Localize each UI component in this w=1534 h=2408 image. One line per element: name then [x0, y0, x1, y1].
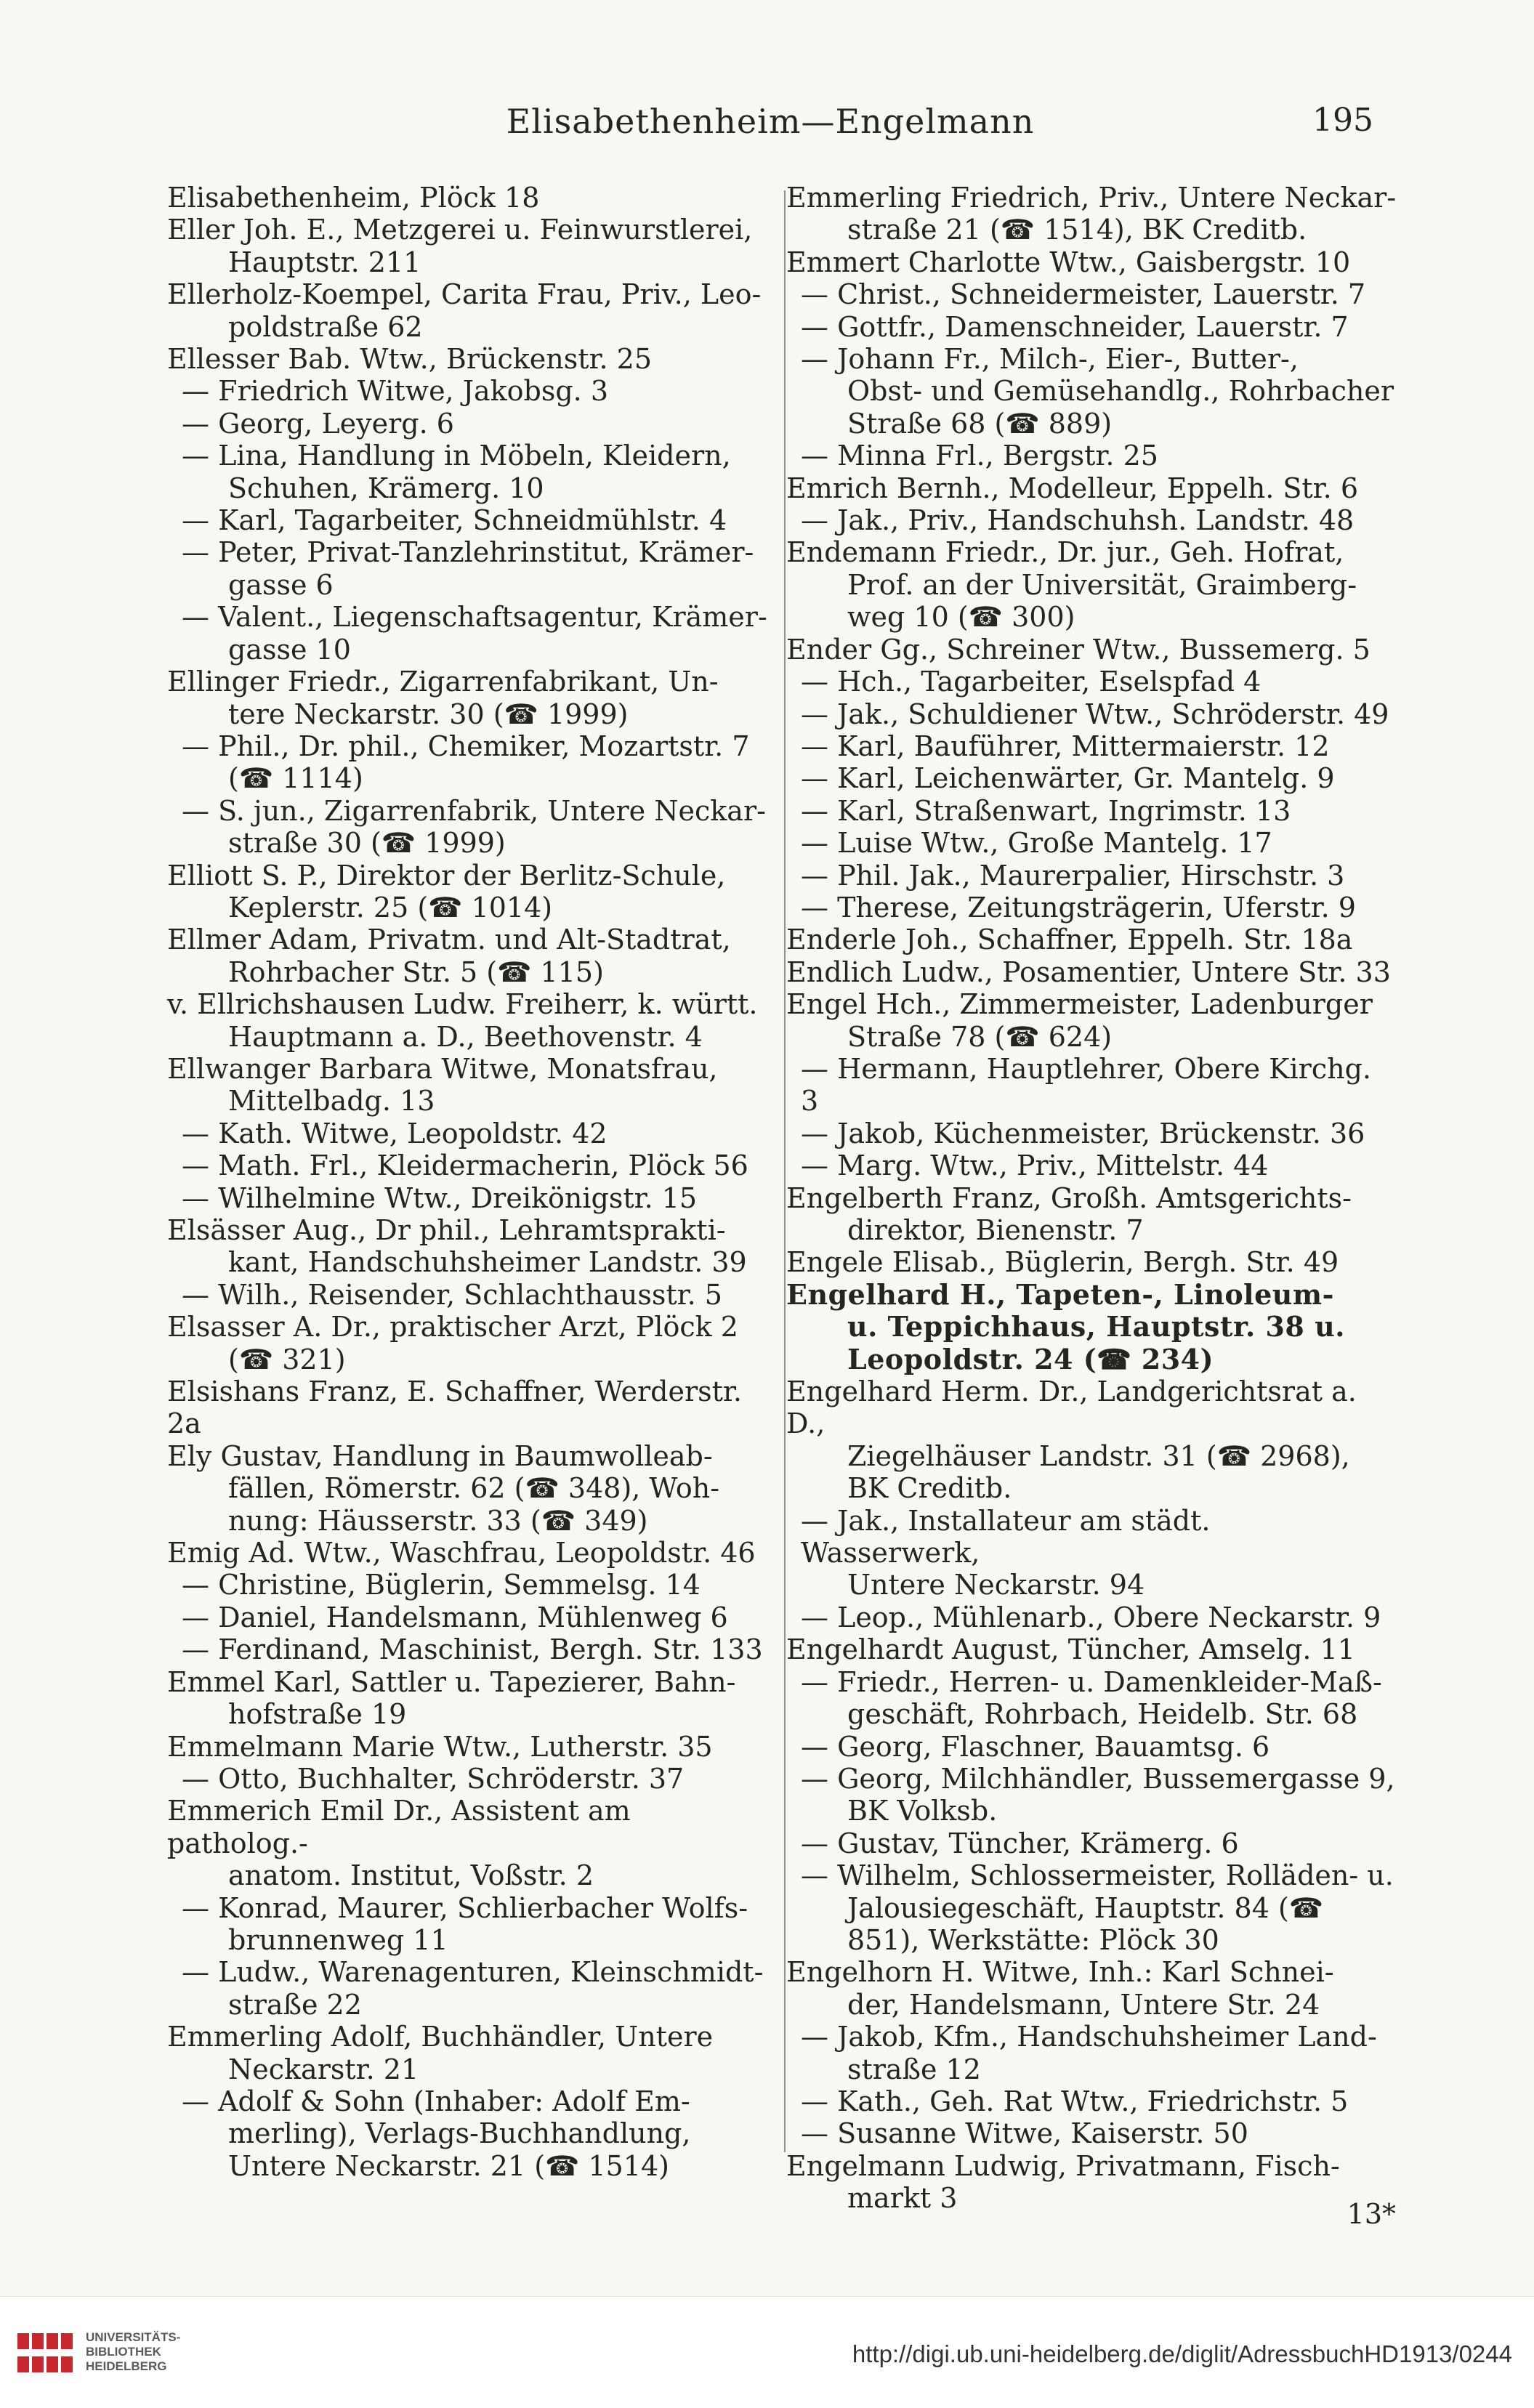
directory-entry [786, 1505, 1397, 1601]
directory-entry [786, 1633, 1397, 1665]
directory-entry [786, 536, 1397, 633]
entry-line: Ender Gg., Schreiner Wtw., Bussemerg. 5 [786, 633, 1370, 666]
directory-entry [786, 2150, 1397, 2215]
entry-line: Engelberth Franz, Großh. Amtsgerichts- [786, 1181, 1352, 1214]
entry-continuation-line: Straße 78 (☎ 624) [847, 1020, 1113, 1053]
directory-entry [786, 182, 1397, 246]
entry-line: Ely Gustav, Handlung in Baumwolleab- [167, 1439, 713, 1472]
entry-line: — Georg, Leyerg. 6 [182, 407, 454, 440]
directory-entry [167, 343, 778, 375]
entry-continuation-line: Neckarstr. 21 [228, 2053, 419, 2085]
entry-line: Emmerling Friedrich, Priv., Untere Neckar- [786, 182, 1397, 214]
footer-bar [0, 2296, 1534, 2408]
entry-line: — Christ., Schneidermeister, Lauerstr. 7 [801, 278, 1366, 311]
entry-line: — Wilh., Reisender, Schlachthausstr. 5 [182, 1278, 722, 1311]
entry-continuation-line: weg 10 (☎ 300) [847, 601, 1075, 634]
directory-entry [786, 762, 1397, 794]
entry-line: — Karl, Bauführer, Mittermaierstr. 12 [801, 730, 1330, 762]
directory-entry [167, 214, 778, 278]
directory-entry [167, 2085, 778, 2182]
directory-entry [167, 1763, 778, 1795]
entry-line: — Georg, Flaschner, Bauamtsg. 6 [801, 1730, 1270, 1763]
directory-entry [167, 1150, 778, 1181]
directory-entry [167, 1601, 778, 1633]
directory-entry [786, 1601, 1397, 1633]
directory-entry [786, 2085, 1397, 2117]
entry-line: Enderle Joh., Schaffner, Eppelh. Str. 18a [786, 924, 1353, 956]
directory-entry [167, 504, 778, 536]
directory-entry [167, 1666, 778, 1731]
directory-entry [786, 827, 1397, 859]
directory-entry [167, 601, 778, 666]
entry-line: Engelmann Ludwig, Privatmann, Fisch- [786, 2149, 1340, 2182]
entry-continuation-line: tere Neckarstr. 30 (☎ 1999) [228, 698, 629, 730]
right-column [786, 182, 1397, 2215]
entry-line: Ellmer Adam, Privatm. und Alt-Stadtrat, [167, 924, 731, 956]
entry-continuation-line: gasse 10 [228, 633, 351, 666]
directory-entry [786, 246, 1397, 278]
entry-continuation-line: merling), Verlags-Buchhandlung, [228, 2117, 691, 2150]
directory-entry [167, 1956, 778, 2021]
directory-entry [786, 1150, 1397, 1181]
directory-entry [786, 1956, 1397, 2021]
directory-entry [167, 440, 778, 504]
entry-continuation-line: straße 30 (☎ 1999) [228, 827, 506, 860]
entry-line: — Kath., Geh. Rat Wtw., Friedrichstr. 5 [801, 2085, 1349, 2117]
directory-entry [786, 278, 1397, 310]
directory-entry [786, 988, 1397, 1053]
directory-entry [786, 1666, 1397, 1731]
directory-entry [167, 666, 778, 730]
directory-entry [786, 2117, 1397, 2149]
running-head: Elisabethenheim—Engelmann [506, 102, 1035, 141]
directory-entry [786, 440, 1397, 472]
entry-line: Elliott S. P., Direktor der Berlitz-Schule, [167, 859, 726, 892]
library-name-line: HEIDELBERG [86, 2359, 167, 2373]
directory-entry [786, 2021, 1397, 2085]
directory-entry [167, 1633, 778, 1665]
entry-continuation-line: geschäft, Rohrbach, Heidelb. Str. 68 [847, 1698, 1358, 1731]
directory-entry [786, 924, 1397, 955]
entry-continuation-line: Untere Neckarstr. 21 (☎ 1514) [228, 2149, 669, 2182]
directory-entry [167, 1892, 778, 1957]
entry-line: v. Ellrichshausen Ludw. Freiherr, k. württ. [167, 988, 758, 1021]
library-name-line: UNIVERSITÄTS- [86, 2330, 181, 2344]
directory-entry [786, 1731, 1397, 1763]
directory-entry [167, 1537, 778, 1569]
directory-entry [786, 311, 1397, 343]
entry-line: Endemann Friedr., Dr. jur., Geh. Hofrat, [786, 536, 1344, 569]
entry-continuation-line: straße 12 [847, 2053, 981, 2085]
entry-continuation-line: kant, Handschuhsheimer Landstr. 39 [228, 1246, 747, 1279]
entry-line: — Luise Wtw., Große Mantelg. 17 [801, 827, 1272, 860]
entry-continuation-line: Leopoldstr. 24 (☎ 234) [847, 1342, 1214, 1375]
entry-line: — Jak., Schuldiener Wtw., Schröderstr. 49 [801, 698, 1389, 730]
directory-entry [167, 1214, 778, 1279]
entry-line: — Phil. Jak., Maurerpalier, Hirschstr. 3 [801, 859, 1345, 892]
entry-line: — Lina, Handlung in Möbeln, Kleidern, [182, 440, 731, 472]
entry-continuation-line: BK Volksb. [847, 1795, 998, 1827]
directory-entry [786, 1182, 1397, 1247]
entry-line: — Daniel, Handelsmann, Mühlenweg 6 [182, 1601, 728, 1633]
directory-entry [167, 408, 778, 440]
directory-entry [167, 1440, 778, 1537]
directory-entry [786, 698, 1397, 730]
entry-continuation-line: direktor, Bienenstr. 7 [847, 1214, 1144, 1246]
entry-line: — S. jun., Zigarrenfabrik, Untere Neckar- [182, 794, 766, 827]
signature-mark: 13* [1347, 2198, 1396, 2230]
entry-line: — Hermann, Hauptlehrer, Obere Kirchg. 3 [801, 1052, 1372, 1118]
entry-line: — Ferdinand, Maschinist, Bergh. Str. 133 [182, 1633, 763, 1666]
entry-line: — Wilhelm, Schlossermeister, Rolläden- u. [801, 1859, 1394, 1892]
entry-continuation-line: fällen, Römerstr. 62 (☎ 348), Woh- [228, 1472, 720, 1505]
directory-entry [167, 988, 778, 1053]
directory-entry [167, 1182, 778, 1214]
directory-entry [786, 1375, 1397, 1505]
left-column [167, 182, 778, 2182]
library-name-line: BIBLIOTHEK [86, 2345, 161, 2359]
directory-entry [786, 1246, 1397, 1278]
entry-line: Engelhorn H. Witwe, Inh.: Karl Schnei- [786, 1956, 1334, 1989]
directory-entry [167, 860, 778, 924]
entry-line: Emmert Charlotte Wtw., Gaisbergstr. 10 [786, 246, 1351, 278]
entry-line: Ellinger Friedr., Zigarrenfabrikant, Un- [167, 666, 719, 698]
entry-continuation-line: straße 21 (☎ 1514), BK Creditb. [847, 214, 1307, 246]
entry-line: — Karl, Tagarbeiter, Schneidmühlstr. 4 [182, 504, 727, 537]
directory-entry [167, 278, 778, 343]
entry-line: Engel Hch., Zimmermeister, Ladenburger [786, 988, 1373, 1021]
directory-entry [167, 1311, 778, 1375]
directory-entry [167, 795, 778, 860]
entry-line: Emrich Bernh., Modelleur, Eppelh. Str. 6 [786, 472, 1358, 504]
entry-line: — Math. Frl., Kleidermacherin, Plöck 56 [182, 1150, 748, 1182]
entry-line: Engelhard Herm. Dr., Landgerichtsrat a. D., [786, 1375, 1357, 1440]
entry-line: — Gottfr., Damenschneider, Lauerstr. 7 [801, 310, 1349, 343]
directory-entry [786, 860, 1397, 892]
entry-line: — Jak., Installateur am städt. Wasserwerk, [801, 1504, 1211, 1569]
entry-line: — Konrad, Maurer, Schlierbacher Wolfs- [182, 1891, 748, 1924]
entry-line: Ellwanger Barbara Witwe, Monatsfrau, [167, 1052, 718, 1085]
entry-line: — Leop., Mühlenarb., Obere Neckarstr. 9 [801, 1601, 1381, 1633]
entry-line: Emmelmann Marie Wtw., Lutherstr. 35 [167, 1730, 713, 1763]
entry-line: — Friedrich Witwe, Jakobsg. 3 [182, 375, 608, 408]
entry-line: — Ludw., Warenagenturen, Kleinschmidt- [182, 1956, 764, 1989]
entry-line: Emmel Karl, Sattler u. Tapezierer, Bahn- [167, 1665, 736, 1698]
directory-entry [167, 1118, 778, 1150]
entry-continuation-line: poldstraße 62 [228, 310, 423, 343]
directory-entry [786, 1859, 1397, 1956]
library-name [86, 2330, 180, 2374]
directory-entry [786, 472, 1397, 504]
entry-continuation-line: hofstraße 19 [228, 1698, 407, 1731]
entry-continuation-line: BK Creditb. [847, 1472, 1012, 1505]
entry-line: Emig Ad. Wtw., Waschfrau, Leopoldstr. 46 [167, 1537, 756, 1569]
entry-continuation-line: Straße 68 (☎ 889) [847, 407, 1113, 440]
entry-continuation-line: Keplerstr. 25 (☎ 1014) [228, 891, 553, 924]
directory-entry [786, 343, 1397, 440]
entry-line: — Kath. Witwe, Leopoldstr. 42 [182, 1117, 607, 1150]
entry-continuation-line: Mittelbadg. 13 [228, 1085, 435, 1118]
entry-continuation-line: brunnenweg 11 [228, 1923, 448, 1956]
directory-entry [786, 634, 1397, 666]
directory-entry [167, 1279, 778, 1311]
entry-line: Engele Elisab., Büglerin, Bergh. Str. 49 [786, 1246, 1339, 1279]
directory-entry [786, 795, 1397, 827]
entry-line: — Susanne Witwe, Kaiserstr. 50 [801, 2117, 1248, 2150]
entry-line: — Jakob, Kfm., Handschuhsheimer Land- [801, 2021, 1377, 2053]
entry-line: Emmerich Emil Dr., Assistent am patholog.- [167, 1795, 631, 1859]
entry-line: — Minna Frl., Bergstr. 25 [801, 440, 1158, 472]
directory-entry [167, 1569, 778, 1601]
entry-line: — Georg, Milchhändler, Bussemergasse 9, [801, 1762, 1395, 1795]
entry-continuation-line: anatom. Institut, Voßstr. 2 [228, 1859, 594, 1892]
entry-continuation-line: Untere Neckarstr. 94 [847, 1569, 1145, 1601]
directory-entry [786, 1279, 1397, 1375]
entry-line: Elsishans Franz, E. Schaffner, Werderstr. 2a [167, 1375, 742, 1440]
entry-line: — Peter, Privat-Tanzlehrinstitut, Krämer- [182, 536, 754, 569]
entry-line: — Otto, Buchhalter, Schröderstr. 37 [182, 1762, 685, 1795]
entry-line: — Christine, Büglerin, Semmelsg. 14 [182, 1569, 701, 1601]
directory-entry [786, 730, 1397, 762]
entry-continuation-line: nung: Häusserstr. 33 (☎ 349) [228, 1504, 648, 1537]
entry-line: — Friedr., Herren- u. Damenkleider-Maß- [801, 1665, 1382, 1698]
entry-line: — Karl, Straßenwart, Ingrimstr. 13 [801, 794, 1291, 827]
entry-continuation-line: 851), Werkstätte: Plöck 30 [847, 1923, 1219, 1956]
directory-entry [167, 375, 778, 407]
entry-line: Eller Joh. E., Metzgerei u. Feinwurstlerei, [167, 214, 753, 246]
directory-entry [167, 1731, 778, 1763]
entry-line: — Wilhelmine Wtw., Dreikönigstr. 15 [182, 1181, 698, 1214]
entry-continuation-line: gasse 6 [228, 568, 334, 601]
entry-continuation-line: Prof. an der Universität, Graimberg- [847, 568, 1357, 601]
entry-continuation-line: Obst- und Gemüsehandlg., Rohrbacher [847, 375, 1394, 408]
entry-line: — Therese, Zeitungsträgerin, Uferstr. 9 [801, 891, 1356, 924]
entry-line: — Phil., Dr. phil., Chemiker, Mozartstr. 7 [182, 730, 750, 762]
entry-continuation-line: straße 22 [228, 1988, 362, 2021]
entry-line: Elsässer Aug., Dr phil., Lehramtsprakti- [167, 1214, 726, 1246]
column-divider [784, 190, 786, 2152]
directory-entry [167, 536, 778, 601]
directory-entry [167, 1795, 778, 1891]
entry-line: — Jakob, Küchenmeister, Brückenstr. 36 [801, 1117, 1365, 1150]
entry-line: Engelhard H., Tapeten-, Linoleum- [786, 1277, 1334, 1311]
directory-entry [167, 2021, 778, 2085]
entry-line: Engelhardt August, Tüncher, Amselg. 11 [786, 1633, 1355, 1666]
directory-entry [786, 892, 1397, 924]
directory-entry [786, 1827, 1397, 1859]
directory-entry [786, 666, 1397, 698]
entry-continuation-line: markt 3 [847, 2182, 958, 2215]
entry-line: Elisabethenheim, Plöck 18 [167, 182, 540, 214]
entry-line: — Jak., Priv., Handschuhsh. Landstr. 48 [801, 504, 1355, 537]
entry-line: Ellerholz-Koempel, Carita Frau, Priv., Leo- [167, 278, 762, 311]
directory-entry [786, 1118, 1397, 1150]
entry-line: — Hch., Tagarbeiter, Eselspfad 4 [801, 666, 1261, 698]
directory-entry [786, 956, 1397, 988]
entry-continuation-line: Schuhen, Krämerg. 10 [228, 472, 544, 504]
entry-continuation-line: Jalousiegeschäft, Hauptstr. 84 (☎ [847, 1891, 1324, 1924]
directory-entry [786, 1053, 1397, 1118]
page-number: 195 [1312, 102, 1373, 139]
entry-line: — Valent., Liegenschaftsagentur, Krämer- [182, 601, 767, 634]
directory-entry [167, 1053, 778, 1118]
entry-line: Endlich Ludw., Posamentier, Untere Str. 33 [786, 955, 1391, 988]
entry-line: — Karl, Leichenwärter, Gr. Mantelg. 9 [801, 762, 1335, 795]
entry-line: Elsasser A. Dr., praktischer Arzt, Plöck 2 [167, 1311, 738, 1344]
directory-entry [167, 1375, 778, 1440]
entry-continuation-line: Hauptmann a. D., Beethovenstr. 4 [228, 1020, 703, 1053]
entry-line: — Johann Fr., Milch-, Eier-, Butter-, [801, 343, 1299, 376]
directory-entry [167, 182, 778, 214]
entry-continuation-line: der, Handelsmann, Untere Str. 24 [847, 1988, 1320, 2021]
directory-entry [786, 1763, 1397, 1827]
page-header [167, 102, 1373, 160]
entry-line: Ellesser Bab. Wtw., Brückenstr. 25 [167, 343, 653, 376]
directory-entry [167, 924, 778, 988]
entry-continuation-line: Rohrbacher Str. 5 (☎ 115) [228, 955, 604, 988]
entry-continuation-line: (☎ 321) [228, 1343, 346, 1375]
directory-entry [786, 504, 1397, 536]
entry-continuation-line: Hauptstr. 211 [228, 246, 421, 278]
entry-line: — Marg. Wtw., Priv., Mittelstr. 44 [801, 1150, 1269, 1182]
directory-entry [167, 730, 778, 795]
source-url-link[interactable]: http://digi.ub.uni-heidelberg.de/diglit/AdressbuchHD1913/0244 [852, 2340, 1512, 2367]
entry-continuation-line: (☎ 1114) [228, 762, 363, 795]
entry-continuation-line: Ziegelhäuser Landstr. 31 (☎ 2968), [847, 1439, 1350, 1472]
entry-line: — Adolf & Sohn (Inhaber: Adolf Em- [182, 2085, 690, 2117]
library-logo-icon [16, 2330, 74, 2375]
entry-line: — Gustav, Tüncher, Krämerg. 6 [801, 1827, 1239, 1859]
entry-continuation-line: u. Teppichhaus, Hauptstr. 38 u. [847, 1310, 1345, 1344]
entry-line: Emmerling Adolf, Buchhändler, Untere [167, 2021, 714, 2053]
